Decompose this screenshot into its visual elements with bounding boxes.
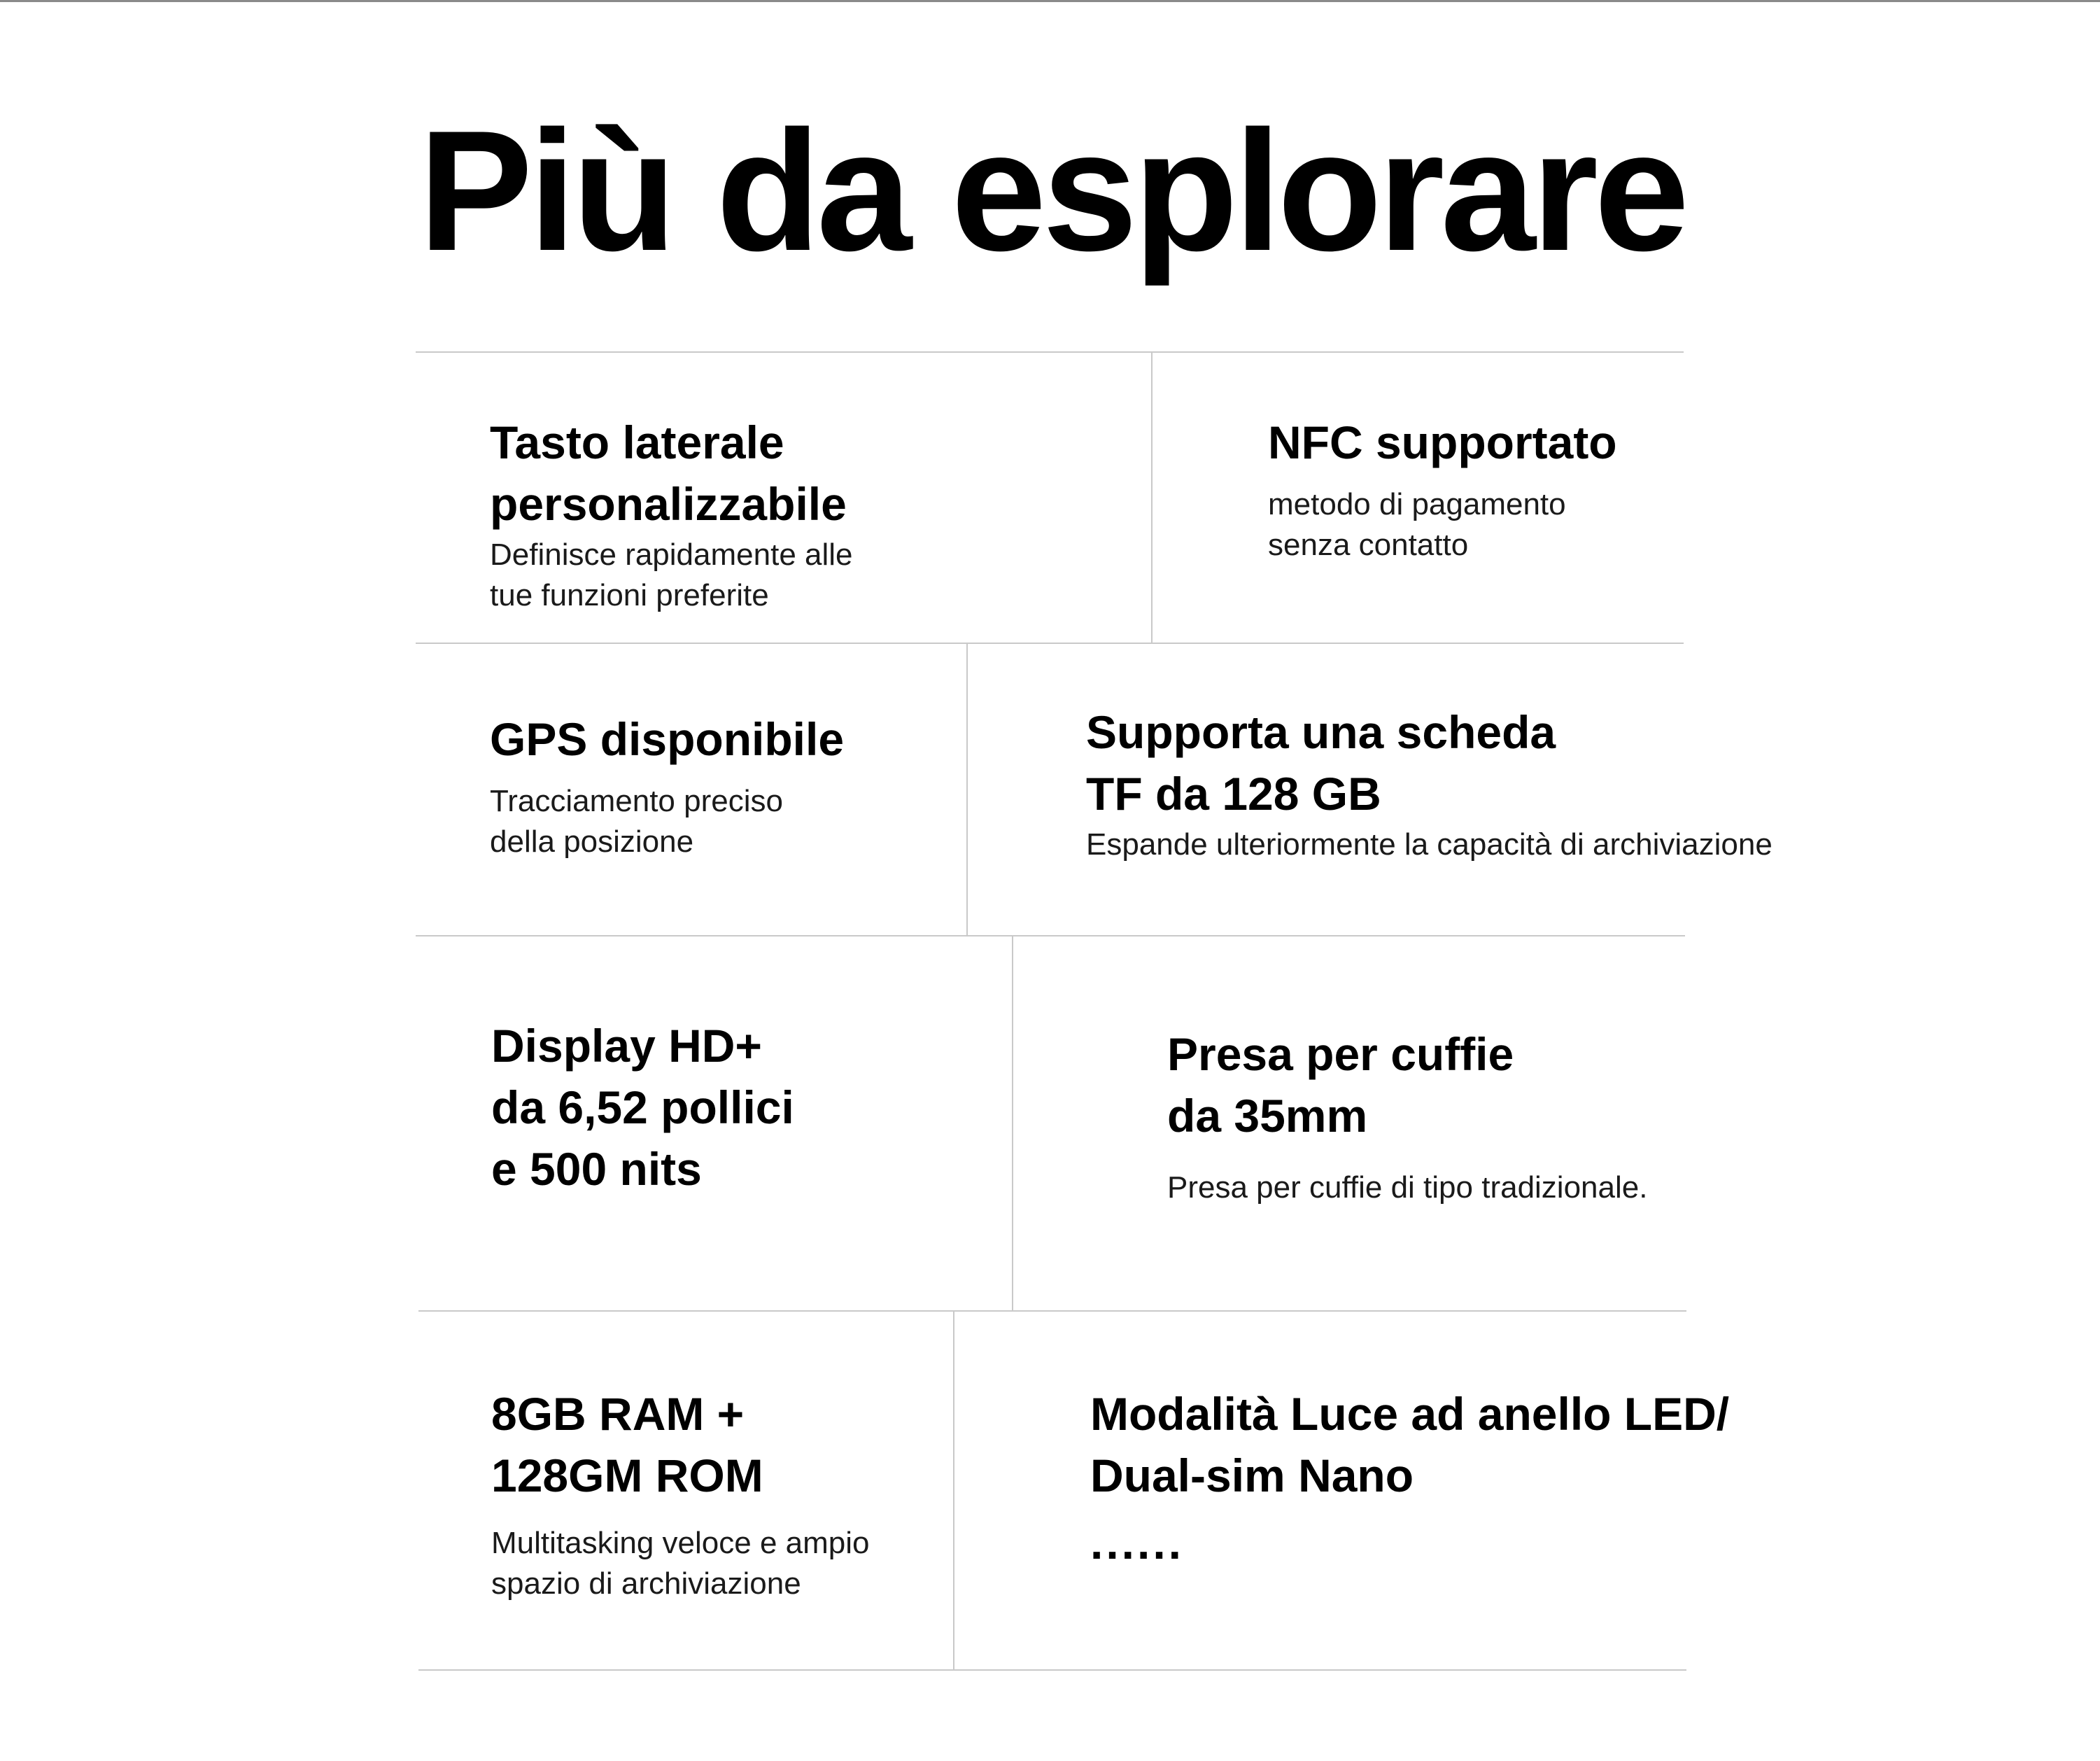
feature-tf-card [1086, 701, 1773, 865]
feature-title: 8GB RAM + 128GM ROM [491, 1388, 763, 1501]
divider-h4 [418, 1310, 1686, 1312]
divider-h1 [416, 351, 1684, 353]
divider-v4 [953, 1310, 954, 1669]
more-ellipsis: ...... [1090, 1517, 1185, 1569]
feature-description: metodo di pagamento senza contatto [1268, 487, 1566, 562]
feature-description: Multitasking veloce e ampio spazio di archiviazione [491, 1526, 870, 1601]
feature-title: GPS disponibile [490, 713, 845, 765]
feature-title: Tasto laterale personalizzabile [490, 416, 847, 530]
top-border [0, 0, 2100, 2]
feature-side-button [490, 412, 853, 616]
feature-title: Supporta una scheda TF da 128 GB [1086, 706, 1556, 820]
divider-h3 [416, 935, 1685, 936]
divider-v1 [1151, 351, 1153, 643]
feature-memory [491, 1383, 869, 1604]
feature-title: Display HD+ da 6,52 pollici e 500 nits [491, 1020, 794, 1195]
feature-description: Espande ulteriormente la capacità di archiviazione [1086, 827, 1773, 862]
divider-h5 [418, 1669, 1686, 1671]
feature-headphone-jack [1167, 1023, 1647, 1208]
divider-v3 [1012, 935, 1013, 1310]
feature-nfc [1268, 412, 1617, 566]
divider-v2 [966, 643, 968, 935]
feature-title: Presa per cuffie da 35mm [1167, 1028, 1514, 1142]
feature-gps [490, 708, 844, 862]
feature-description: Presa per cuffie di tipo tradizionale. [1167, 1170, 1648, 1205]
feature-title: NFC supportato [1268, 416, 1617, 468]
page-title: Più da esplorare [418, 94, 1686, 286]
feature-display [491, 1015, 794, 1200]
divider-h2 [416, 643, 1684, 644]
feature-led-dual-sim [1090, 1383, 1729, 1573]
feature-description: Tracciamento preciso della posizione [490, 784, 783, 859]
feature-title: Modalità Luce ad anello LED/ Dual-sim Nano [1090, 1388, 1730, 1501]
feature-description: Definisce rapidamente alle tue funzioni preferite [490, 538, 853, 612]
